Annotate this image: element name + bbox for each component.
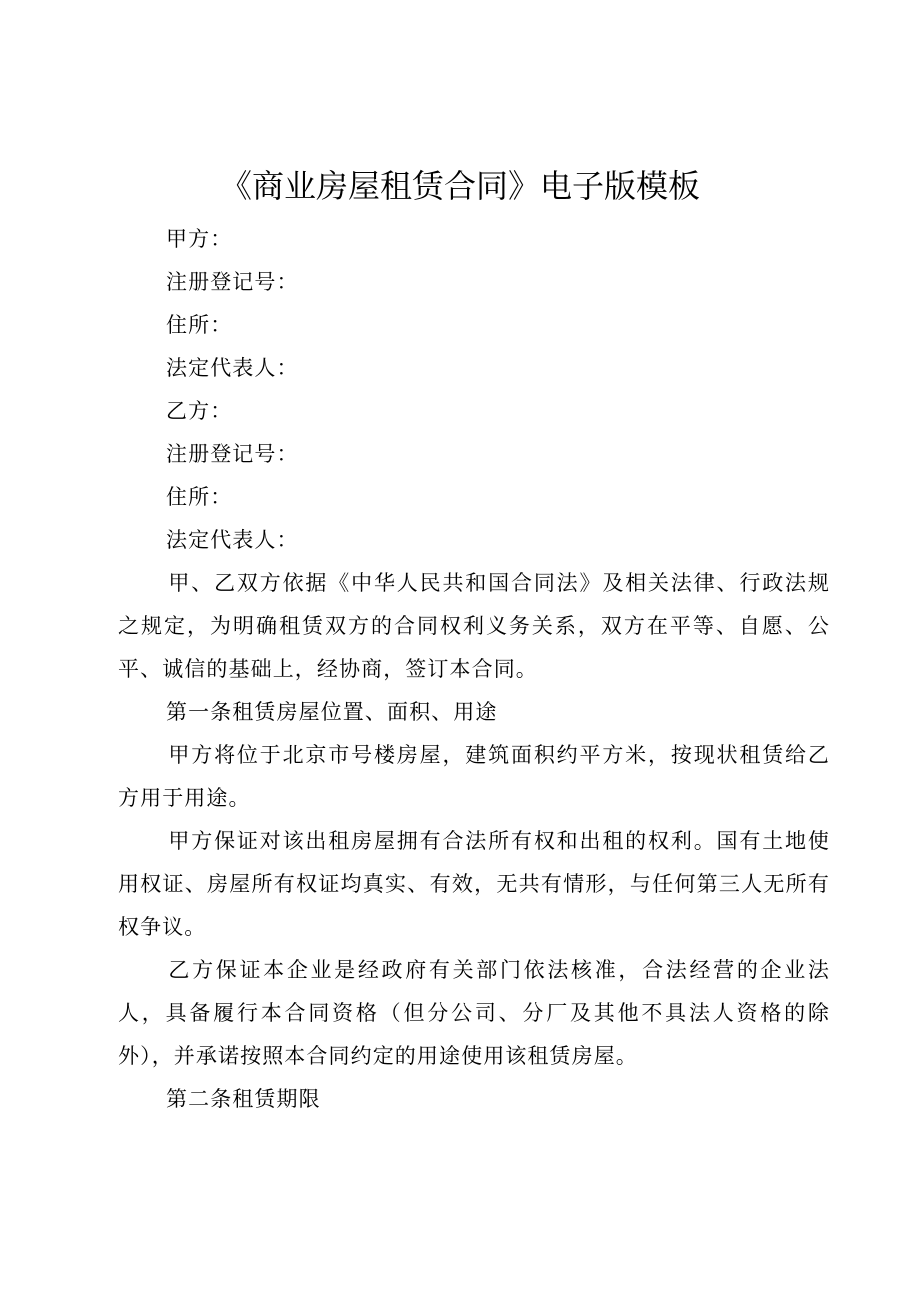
- document-title: 《商业房屋租赁合同》电子版模板: [219, 167, 700, 205]
- party-a-address: 住所：: [166, 313, 233, 337]
- party-b-legal-rep: 法定代表人：: [166, 528, 299, 552]
- article1-paragraph-3: 乙方保证本企业是经政府有关部门依法核准，合法经营的企业法人，具备履行本合同资格（但分公司、分厂及其他不具法人资格的除外），并承诺按照本合同约定的用途使用该租赁房屋。: [118, 958, 830, 1068]
- article1-heading: 第一条租赁房屋位置、面积、用途: [166, 700, 498, 724]
- party-b-reg-no: 注册登记号：: [166, 442, 299, 466]
- article2-heading: 第二条租赁期限: [166, 1087, 321, 1111]
- article1-paragraph-2: 甲方保证对该出租房屋拥有合法所有权和出租的权利。国有土地使用权证、房屋所有权证均真实、有效，无共有情形，与任何第三人无所有权争议。: [118, 829, 830, 939]
- party-b-label: 乙方：: [166, 399, 233, 423]
- party-a-legal-rep: 法定代表人：: [166, 356, 299, 380]
- preamble-paragraph: 甲、乙双方依据《中华人民共和国合同法》及相关法律、行政法规之规定，为明确租赁双方的合同权利义务关系，双方在平等、自愿、公平、诚信的基础上，经协商，签订本合同。: [118, 571, 830, 681]
- party-b-address: 住所：: [166, 485, 233, 509]
- document-body: [118, 218, 830, 1121]
- party-a-reg-no: 注册登记号：: [166, 270, 299, 294]
- article1-paragraph-1: 甲方将位于北京市号楼房屋，建筑面积约平方米，按现状租赁给乙方用于用途。: [118, 743, 830, 810]
- party-a-label: 甲方：: [166, 227, 233, 251]
